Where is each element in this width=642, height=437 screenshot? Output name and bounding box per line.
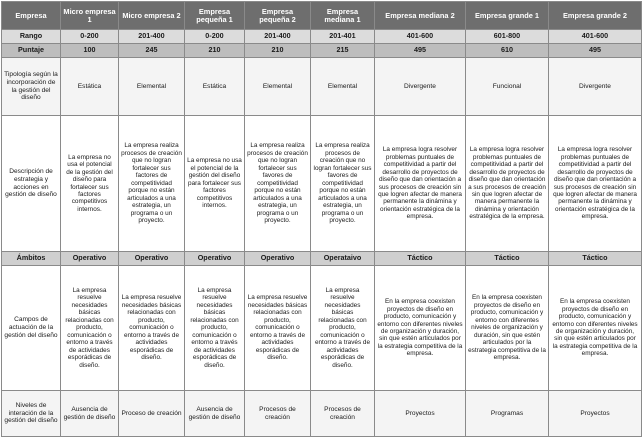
niveles-cell: Proyectos [375,391,466,437]
header-empresa-pequena-1: Empresa pequeña 1 [185,2,245,30]
header-micro-empresa-2: Micro empresa 2 [119,2,185,30]
puntaje-cell: 495 [549,44,642,58]
ambitos-cell: Táctico [375,252,466,266]
tipologia-cell: Estática [185,58,245,116]
tipologia-row [2,58,642,116]
descripcion-label: Descripción de estrategia y acciones en gestión de diseño [2,116,61,252]
puntaje-cell: 210 [185,44,245,58]
ambitos-cell: Operataivo [311,252,375,266]
puntaje-cell: 100 [61,44,119,58]
puntaje-cell: 610 [466,44,549,58]
rango-row [2,30,642,44]
campos-cell: En la empresa coexisten proyectos de diseño en producto, comunicación y entorno con diferentes niveles de organización y duración, sin que estén articulados por la estrategia competitiva de la empresa. [549,266,642,391]
header-empresa-mediana-2: Empresa mediana 2 [375,2,466,30]
rango-label: Rango [2,30,61,44]
niveles-cell: Proceso de creación [119,391,185,437]
descripcion-cell: La empresa logra resolver problemas puntuales de competitividad a partir del desarrollo de proyectos de diseño que dan orientación a sus procesos de creación sin que logren afectar de manera permanente la dinámina y orientación estratégica de la empresa. [466,116,549,252]
puntaje-cell: 210 [245,44,311,58]
tipologia-cell: Elemental [119,58,185,116]
design-management-matrix [1,1,642,437]
puntaje-cell: 215 [311,44,375,58]
tipologia-cell: Estática [61,58,119,116]
header-micro-empresa-1: Micro empresa 1 [61,2,119,30]
ambitos-row [2,252,642,266]
ambitos-cell: Operativo [61,252,119,266]
campos-label: Campos de actuación de la gestión del diseño [2,266,61,391]
niveles-cell: Proyectos [549,391,642,437]
tipologia-cell: Funcional [466,58,549,116]
puntaje-cell: 245 [119,44,185,58]
descripcion-cell: La empresa no usa el potencial de la gestión del diseño para fortalecer sus factores competitivos internos. [61,116,119,252]
rango-cell: 401-600 [375,30,466,44]
niveles-label: Niveles de interación de la gestión del diseño [2,391,61,437]
descripcion-cell: La empresa realiza procesos de creación que no logran fortalecer sus favores de competitividad porque no están articulados a una estrategia, un programa o un proyecto. [311,116,375,252]
campos-cell: La empresa resuelve necesidades básicas relacionadas con producto, comunicación o entorno a través de actividades esporádicas de diseño. [185,266,245,391]
campos-cell: En la empresa coexisten proyectos de diseño en producto, comunicación y entorno con diferentes niveles de organización y duración, sin que estén articulados por la estrategia competitiva de la empresa. [466,266,549,391]
campos-cell: En la empresa coexisten proyectos de diseño en producto, comunicación y entorno con diferentes niveles de organización y duración, sin que estén articulados por la estrategia competitiva de la empresa. [375,266,466,391]
niveles-cell: Procesos de creación [245,391,311,437]
tipologia-cell: Divergente [549,58,642,116]
descripcion-cell: La empresa logra resolver problemas puntuales de competitividad a partir del desarrollo de proyectos de diseño que dan orientación a sus procesos de creación sin que logren afectar de manera permanente la dinámina y orientación estratégica de la empresa. [549,116,642,252]
niveles-cell: Ausencia de gestión de diseño [61,391,119,437]
campos-row [2,266,642,391]
header-empresa-pequena-2: Empresa pequeña 2 [245,2,311,30]
tipologia-cell: Divergente [375,58,466,116]
rango-cell: 0-200 [61,30,119,44]
ambitos-cell: Operativo [185,252,245,266]
rango-cell: 201-401 [311,30,375,44]
tipologia-cell: Elemental [311,58,375,116]
header-empresa-grande-2: Empresa grande 2 [549,2,642,30]
rango-cell: 201-400 [119,30,185,44]
niveles-cell: Ausencia de gestión de diseño [185,391,245,437]
campos-cell: La empresa resuelve necesidades básicas relacionadas con producto, comunicación o entorno a través de actividades esporádicas de diseño. [245,266,311,391]
descripcion-cell: La empresa no usa el potencial de la gestión del diseño para fortalecer sus factores competitivos internos. [185,116,245,252]
campos-cell: La empresa resuelve necesidades básicas relacionadas con producto, comunicación o entorno a través de actividades esporádicas de diseño. [311,266,375,391]
campos-cell: La empresa resuelve necesidades básicas relacionadas con producto, comunicación o entorno a través de actividades esporádicas de diseño. [119,266,185,391]
puntaje-label: Puntaje [2,44,61,58]
descripcion-cell: La empresa logra resolver problemas puntuales de competitividad a partir del desarrollo de proyectos de diseño que dan orientación a sus procesos de creación sin que logren afectar de manera permanente la dinámina y orientación estratégica de la empresa. [375,116,466,252]
rango-cell: 601-800 [466,30,549,44]
tipologia-cell: Elemental [245,58,311,116]
descripcion-cell: La empresa realiza procesos de creación que no logran fortalecer sus factores de competitividad porque no están articulados a una estrategia, un programa o un proyecto. [119,116,185,252]
ambitos-cell: Operativo [119,252,185,266]
header-empresa-mediana-1: Empresa mediana 1 [311,2,375,30]
header-empresa-grande-1: Empresa grande 1 [466,2,549,30]
descripcion-row [2,116,642,252]
rango-cell: 0-200 [185,30,245,44]
ambitos-cell: Táctico [466,252,549,266]
niveles-row [2,391,642,437]
rango-cell: 201-400 [245,30,311,44]
puntaje-cell: 495 [375,44,466,58]
rango-cell: 401-600 [549,30,642,44]
ambitos-label: Ámbitos [2,252,61,266]
niveles-cell: Programas [466,391,549,437]
campos-cell: La empresa resuelve necesidades básicas relacionadas con producto, comunicación o entorno a través de actividades esporádicas de diseño. [61,266,119,391]
ambitos-cell: Táctico [549,252,642,266]
header-corner: Empresa [2,2,61,30]
puntaje-row [2,44,642,58]
ambitos-cell: Operativo [245,252,311,266]
tipologia-label: Tipología según la incorporación de la gestión del diseño [2,58,61,116]
header-row [2,2,642,30]
descripcion-cell: La empresa realiza procesos de creación que no logran fortalecer sus favores de competitividad porque no están articulados a una estrategia, un programa o un proyecto. [245,116,311,252]
niveles-cell: Procesos de creación [311,391,375,437]
